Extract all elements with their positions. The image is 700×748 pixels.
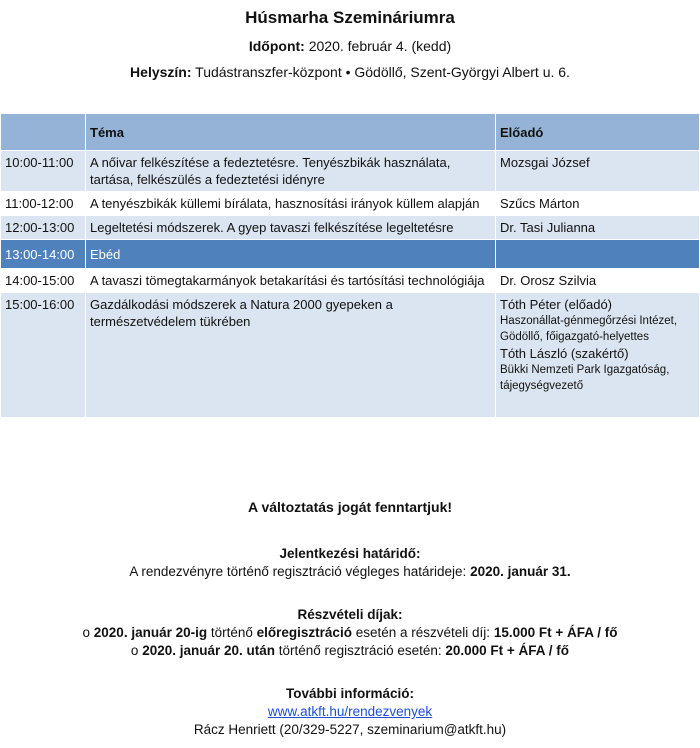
table-row xyxy=(1,269,700,293)
fee-1-date: 2020. január 20-ig xyxy=(93,625,208,640)
fees-title: Részvételi díjak: xyxy=(297,607,403,622)
time-value: 2020. február 4. (kedd) xyxy=(308,38,452,54)
deadline-line xyxy=(0,563,700,581)
event-place xyxy=(0,64,700,80)
row-speaker-2: Tóth László (szakértő) xyxy=(500,346,629,361)
fee-line-2 xyxy=(0,642,700,660)
event-time xyxy=(0,38,700,54)
fee-1-price: 15.000 Ft + ÁFA / fő xyxy=(493,625,618,640)
info-section xyxy=(0,685,700,739)
speaker-affiliation: Haszonállat-génmegőrzési Intézet, Gödöllő, főigazgató-helyettes xyxy=(500,315,678,343)
notice: A változtatás jogát fenntartjuk! xyxy=(247,499,453,515)
header-time xyxy=(1,114,86,151)
row-time: 11:00-12:00 xyxy=(1,192,86,216)
header-speaker: Előadó xyxy=(496,114,700,151)
row-topic: Gazdálkodási módszerek a Natura 2000 gyepeken a természetvédelem tükrében xyxy=(86,293,496,418)
row-topic: A tenyészbikák küllemi bírálata, hasznosítási irányok küllem alapján xyxy=(86,192,496,216)
row-time: 10:00-11:00 xyxy=(1,151,86,192)
header-topic: Téma xyxy=(86,114,496,151)
fee-2-date: 2020. január 20. után xyxy=(142,643,276,658)
place-value: Tudástranszfer-központ • Gödöllő, Szent-Györgyi Albert u. 6. xyxy=(195,64,570,80)
row-speaker-cell xyxy=(496,293,700,418)
deadline-section xyxy=(0,545,700,581)
fee-1-text-b: esetén a részvételi díj: xyxy=(355,625,491,640)
row-speaker: Szűcs Márton xyxy=(496,192,700,216)
row-time: 13:00-14:00 xyxy=(1,240,86,269)
fee-2-text: történő regisztráció esetén: xyxy=(278,643,442,658)
fee-1-prereg: előregisztráció xyxy=(256,625,352,640)
row-speaker: Dr. Tasi Julianna xyxy=(496,216,700,240)
fee-2-price: 20.000 Ft + ÁFA / fő xyxy=(445,643,570,658)
page-title: Húsmarha Szemináriumra xyxy=(245,8,455,27)
place-label: Helyszín: xyxy=(130,64,192,80)
info-title: További információ: xyxy=(285,686,414,701)
table-header-row xyxy=(1,114,700,151)
row-topic: A tavaszi tömegtakarmányok betakarítási és tartósítási technológiája xyxy=(86,269,496,293)
events-link[interactable]: www.atkft.hu/rendezvenyek xyxy=(267,704,433,719)
fee-line-1 xyxy=(0,624,700,642)
row-topic: Ebéd xyxy=(86,240,496,269)
row-topic: A nőivar felkészítése a fedeztetésre. Tenyészbikák használata, tartása, felkészülés a fedeztetési idényre xyxy=(86,151,496,192)
row-time: 15:00-16:00 xyxy=(1,293,86,418)
table-row xyxy=(1,293,700,418)
row-topic: Legeltetési módszerek. A gyep tavaszi felkészítése legeltetésre xyxy=(86,216,496,240)
fees-section xyxy=(0,606,700,660)
fee-1-text-a: történő xyxy=(210,625,253,640)
bullet: o xyxy=(82,625,91,640)
table-row xyxy=(1,216,700,240)
deadline-title: Jelentkezési határidő: xyxy=(279,546,421,561)
row-speaker: Mozsgai József xyxy=(496,151,700,192)
row-speaker: Tóth Péter (előadó) xyxy=(500,297,613,312)
contact: Rácz Henriett (20/329-5227, szeminarium@atkft.hu) xyxy=(193,722,507,737)
row-time: 12:00-13:00 xyxy=(1,216,86,240)
table-row xyxy=(1,151,700,192)
schedule-table xyxy=(0,113,700,418)
time-label: Időpont: xyxy=(248,38,305,54)
deadline-date: 2020. január 31. xyxy=(470,564,571,579)
speaker-2-affiliation: Bükki Nemzeti Park Igazgatóság, tájegységvezető xyxy=(500,364,670,392)
row-time: 14:00-15:00 xyxy=(1,269,86,293)
row-speaker xyxy=(496,240,700,269)
bullet: o xyxy=(130,643,139,658)
table-row-lunch xyxy=(1,240,700,269)
row-speaker: Dr. Orosz Szilvia xyxy=(496,269,700,293)
deadline-text: A rendezvényre történő regisztráció végleges határideje: xyxy=(129,564,467,579)
table-row xyxy=(1,192,700,216)
